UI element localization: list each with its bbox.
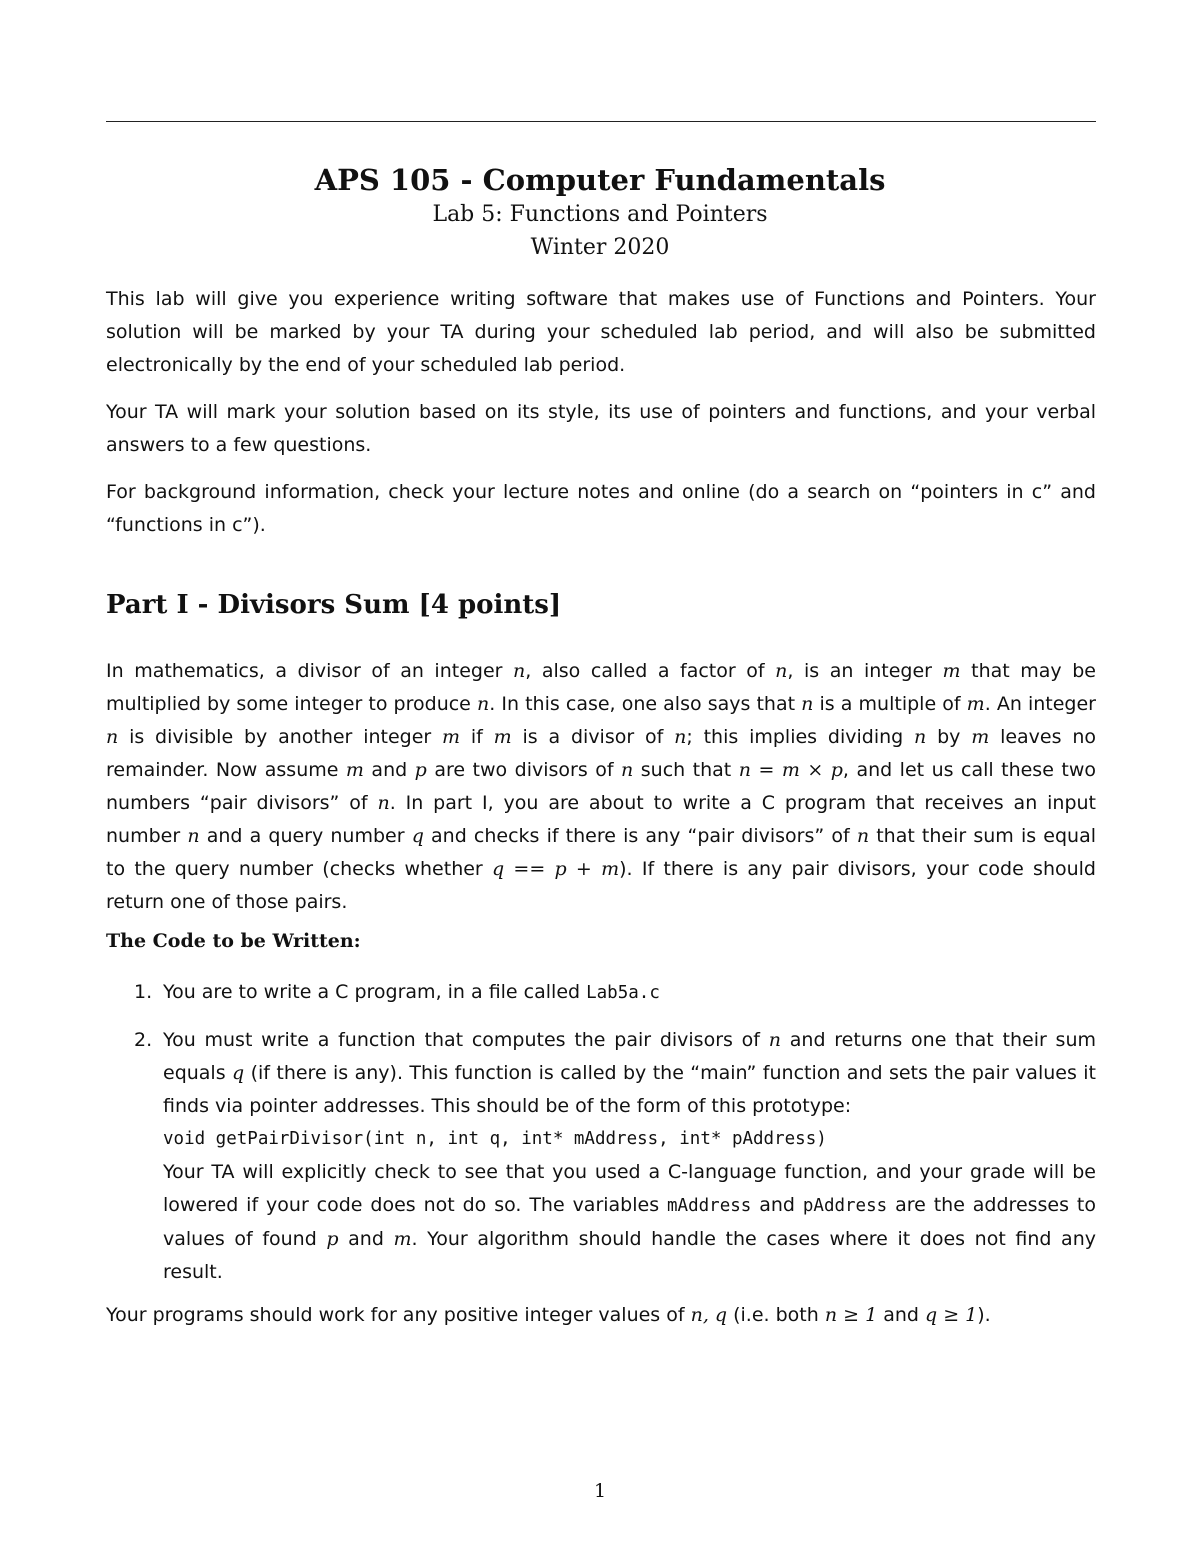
- list-item-number: 2.: [134, 1029, 153, 1051]
- list-item: 1. You are to write a C program, in a file called Lab5a.c: [106, 976, 1096, 1010]
- requirements-list: [106, 976, 1096, 1303]
- term-label: Winter 2020: [530, 235, 670, 260]
- equation-q-equals-p-plus-m: q == p + m: [492, 858, 620, 880]
- closing-paragraph: Your programs should work for any positive integer values of n, q (i.e. both n ≥ 1 and q ≥ 1).: [106, 1304, 991, 1326]
- function-prototype: void getPairDivisor(int n, int q, int* mAddress, int* pAddress): [163, 1129, 827, 1149]
- header-rule: [106, 121, 1096, 122]
- intro-paragraph-3: For background information, check your lecture notes and online (do a search on “pointers in c” and “functions in c”).: [106, 481, 1096, 536]
- code-heading: The Code to be Written:: [106, 930, 361, 952]
- variable-name: mAddress: [667, 1196, 752, 1216]
- part1-paragraph: In mathematics, a divisor of an integer n, also called a factor of n, is an integer m that may be multiplied by some integer to produce n. In this case, one also says that n is a multiple of m. An integer n is divisible by another integer m if m is a divisor of n; this implies dividing n by m leaves no remainder. Now assume m and p are two divisors of n such that n = m × p, and let us call these two numbers “pair divisors” of n. In part I, you are about to write a C program that receives an input number n and a query number q and checks if there is any “pair divisors” of n that their sum is equal to the query number (checks whether q == p + m). If there is any pair divisors, your code should return one of those pairs.: [106, 660, 1096, 913]
- page-number: 1: [593, 1480, 607, 1502]
- equation-n-equals-m-times-p: n = m × p: [738, 759, 843, 781]
- list-item: 2. You must write a function that computes the pair divisors of n and returns one that their sum equals q (if there is any). This function is called by the “main” function and sets the pair values it finds via pointer addresses. This should be of the form of this prototype: void getPairDivisor(int n, int q, int* mAddress, int* pAddress) Your TA will explicitly check to see that you used a C-language function, and your grade will be lowered if your code does not do so. The variables mAddress and pAddress are the addresses to values of found p and m. Your algorithm should handle the cases where it does not find any result.: [106, 1024, 1096, 1289]
- list-item-number: 1.: [134, 981, 153, 1003]
- intro-paragraph-2: Your TA will mark your solution based on its style, its use of pointers and functions, and your verbal answers to a few questions.: [106, 401, 1096, 456]
- variable-name: pAddress: [802, 1196, 888, 1216]
- intro-paragraph-1: This lab will give you experience writing software that makes use of Functions and Pointers. Your solution will be marked by your TA during your scheduled lab period, and will also be submitted electronically by the end of your scheduled lab period.: [106, 288, 1096, 376]
- lab-subtitle: Lab 5: Functions and Pointers: [432, 202, 768, 227]
- filename: Lab5a.c: [586, 983, 660, 1003]
- section-heading-part1: Part I - Divisors Sum [4 points]: [106, 590, 562, 620]
- document-title: APS 105 - Computer Fundamentals: [314, 163, 886, 197]
